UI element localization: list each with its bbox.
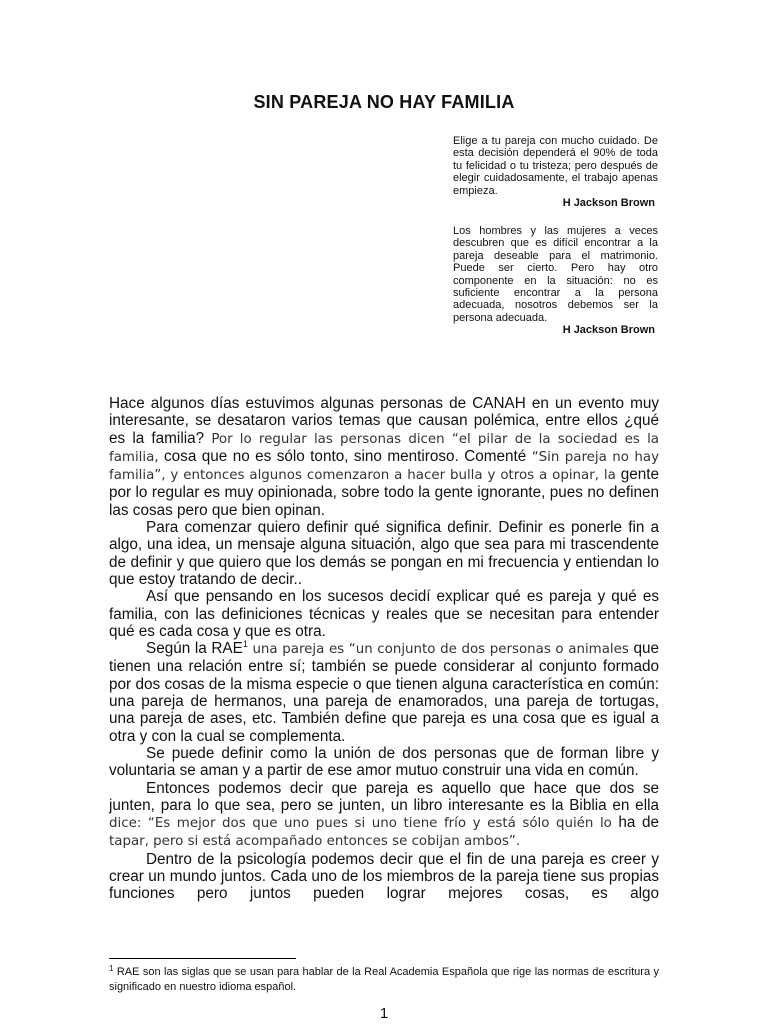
paragraph-2: Para comenzar quiero definir qué significa definir. Definir es ponerle fin a algo, una idea, un mensaje alguna situación, algo que sea para mi trascendente de definir y que quiero que los demás se pongan en mi frecuencia y entiendan lo que estoy tratando de decir..: [109, 519, 659, 588]
epigraph-2-text: Los hombres y las mujeres a veces descubren que es difícil encontrar a la pareja deseable para el matrimonio. Puede ser cierto. Pero hay otro componente en la situación: no es suficiente encontrar a la persona adecuada, nosotros debemos ser la persona adecuada.: [453, 225, 658, 324]
paragraph-1-part-e: gente por lo regular es muy opinionada, sobre todo la gente ignorante, pues no definen las cosas pero que bien opinan.: [109, 466, 659, 519]
paragraph-4: [109, 640, 659, 745]
paragraph-1-part-a: Hace algunos días estuvimos algunas personas de CANAH en un evento muy interesante, se desataron varios temas que causan polémica, entre ellos ¿qué es la familia?: [109, 395, 659, 447]
paragraph-6-quote-2: tapar, pero si está acompañado entonces se cobijan ambos”.: [109, 834, 521, 850]
epigraph-1-text: Elige a tu pareja con mucho cuidado. De esta decisión dependerá el 90% de toda tu felicidad o tu tristeza; pero después de elegir cuidadosamente, el trabajo apenas empieza.: [453, 135, 658, 197]
page-title: SIN PAREJA NO HAY FAMILIA: [253, 92, 515, 112]
paragraph-1: [109, 395, 659, 519]
paragraph-4-part-a: Según la RAE: [146, 640, 243, 658]
paragraph-6: [109, 780, 659, 851]
epigraph-1: [453, 135, 658, 209]
epigraph-2: [453, 225, 658, 337]
paragraph-1-quote-1: Por lo regular las personas dicen “el pilar de la sociedad es la familia,: [109, 431, 659, 465]
paragraph-6-part-c: ha de: [611, 814, 659, 832]
paragraph-1-quote-2: “Sin pareja no hay familia”, y entonces algunos comenzaron a hacer bulla y otros a opinar, la: [109, 449, 659, 484]
paragraph-4-quote: una pareja es “un conjunto de dos personas o animales: [247, 642, 629, 658]
paragraph-5: Se puede definir como la unión de dos personas que de forman libre y voluntaria se aman y a partir de ese amor mutuo construir una vida en común.: [109, 744, 659, 780]
footnote-divider: [109, 958, 296, 959]
paragraph-6-quote-1: dice: “Es mejor dos que uno pues si uno tiene frío y está sólo quién lo: [109, 816, 612, 832]
paragraph-3: Así que pensando en los sucesos decidí explicar qué es pareja y qué es familia, con las definiciones técnicas y reales que se necesitan para entender qué es cada cosa y que es otra.: [109, 588, 659, 640]
footnote: [109, 965, 659, 995]
paragraph-1-part-c: cosa que no es sólo tonto, sino mentiroso. Comenté: [158, 447, 532, 465]
paragraph-6-part-a: Entonces podemos decir que pareja es aquello que hace que dos se junten, para lo que sea, pero se junten, un libro interesante es la Biblia en ella: [109, 779, 659, 814]
footnote-text: RAE son las siglas que se usan para hablar de la Real Academia Española que rige las normas de escritura y significado en nuestro idioma español.: [109, 966, 659, 993]
page-number: 1: [379, 1005, 389, 1022]
epigraph-2-author: H Jackson Brown: [562, 324, 655, 337]
paragraph-7: Dentro de la psicología podemos decir que el fin de una pareja es creer y crear un mundo juntos. Cada uno de los miembros de la pareja tiene sus propias funciones pero juntos pueden lograr mejores cosas, es algo: [109, 850, 659, 903]
body-text: [109, 395, 659, 903]
footnote-reference[interactable]: 1: [242, 639, 248, 650]
footnote-mark: 1: [109, 964, 114, 973]
paragraph-4-part-c: que tienen una relación entre sí; también se puede considerar al conjunto formado por dos cosas de la misma especie o que tienen alguna característica en común: una pareja de hermanos, una pareja de enamorados, una pareja de tortugas, una pareja de ases, etc. También define que pareja es una cosa que es igual a otra y con la cual se complementa.: [109, 640, 659, 745]
epigraph-1-author: H Jackson Brown: [562, 197, 655, 210]
